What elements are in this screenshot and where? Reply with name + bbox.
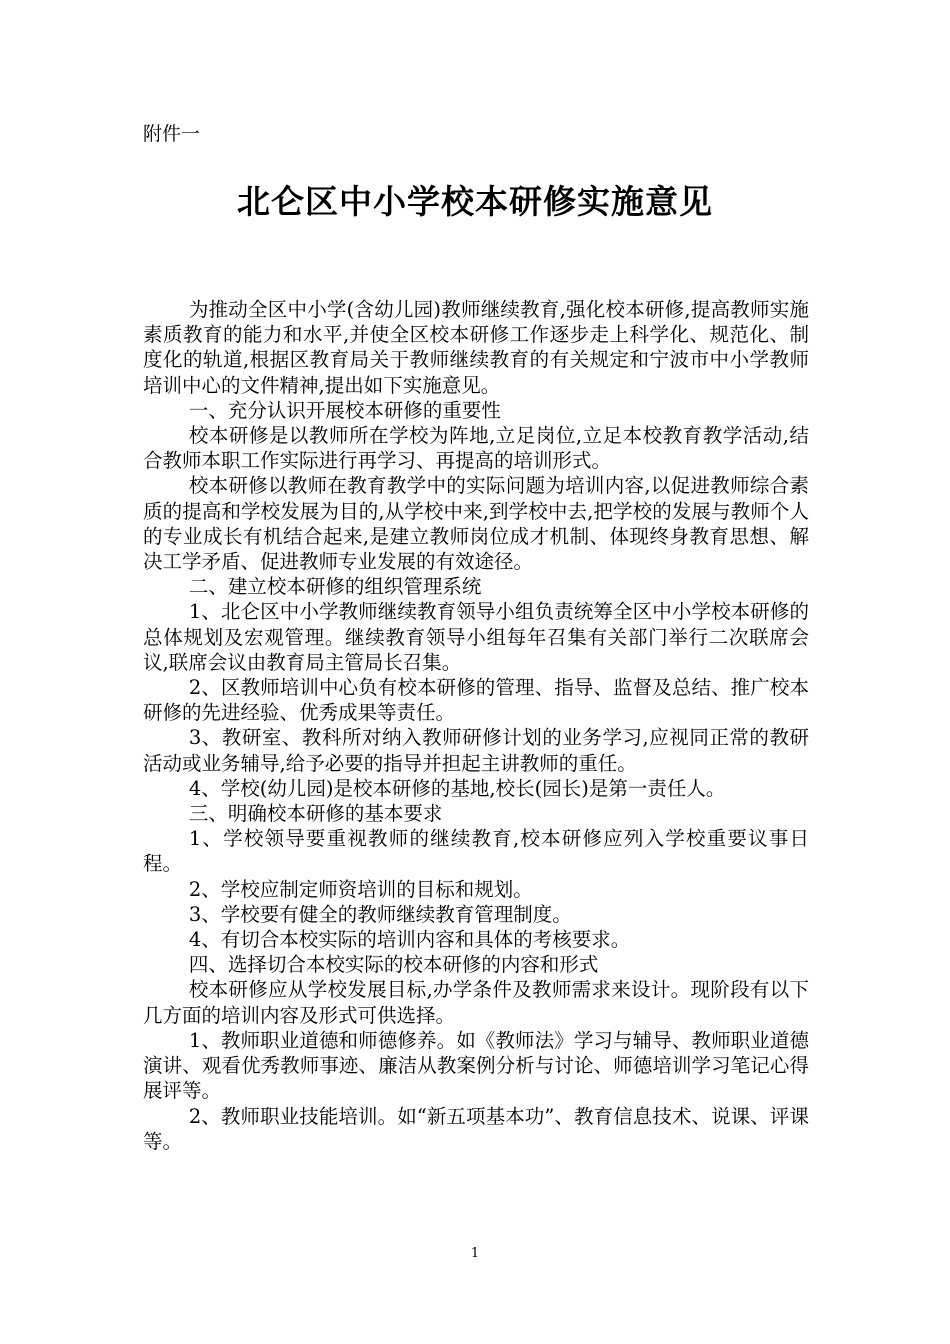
page-number: 1 [470,1246,480,1261]
paragraph: 校本研修应从学校发展目标,办学条件及教师需求来设计。现阶段有以下几方面的培训内容及形式可供选择。 [143,978,809,1027]
list-item: 2、学校应制定师资培训的目标和规划。 [188,877,533,901]
section-heading-3: 三、明确校本研修的基本要求 [188,802,443,826]
list-item: 2、教师职业技能培训。如“新五项基本功”、教育信息技术、说课、评课等。 [143,1104,809,1153]
list-item: 2、区教师培训中心负有校本研修的管理、指导、监督及总结、推广校本研修的先进经验、优秀成果等责任。 [143,676,809,725]
paragraph: 校本研修以教师在教育教学中的实际问题为培训内容,以促进教师综合素质的提高和学校发展为目的,从学校中来,到学校中去,把学校的发展与教师个人的专业成长有机结合起来,是建立教师岗位成才机制、体现终身教育思想、解决工学矛盾、促进教师专业发展的有效途径。 [143,474,809,574]
document-body [143,297,809,1154]
paragraph-intro: 为推动全区中小学(含幼儿园)教师继续教育,强化校本研修,提高教师实施素质教育的能力和水平,并使全区校本研修工作逐步走上科学化、规范化、制度化的轨道,根据区教育局关于教师继续教育的有关规定和宁波市中小学教师培训中心的文件精神,提出如下实施意见。 [143,298,809,397]
list-item: 1、教师职业道德和师德修养。如《教师法》学习与辅导、教师职业道德演讲、观看优秀教师事迹、廉洁从教案例分析与讨论、师德培训学习笔记心得展评等。 [143,1028,809,1103]
list-item: 3、教研室、教科所对纳入教师研修计划的业务学习,应视同正常的教研活动或业务辅导,给予必要的指导并担起主讲教师的重任。 [143,726,809,775]
attachment-label: 附件一 [143,123,201,145]
section-heading-4: 四、选择切合本校实际的校本研修的内容和形式 [188,953,599,977]
document-title: 北仑区中小学校本研修实施意见 [237,182,713,221]
list-item: 3、学校要有健全的教师继续教育管理制度。 [188,902,572,926]
section-heading-2: 二、建立校本研修的组织管理系统 [188,575,482,599]
section-heading-1: 一、充分认识开展校本研修的重要性 [188,398,501,422]
list-item: 4、有切合本校实际的培训内容和具体的考核要求。 [188,928,631,952]
list-item: 1、学校领导要重视教师的继续教育,校本研修应列入学校重要议事日程。 [143,827,809,876]
paragraph: 校本研修是以教师所在学校为阵地,立足岗位,立足本校教育教学活动,结合教师本职工作实际进行再学习、再提高的培训形式。 [143,424,809,473]
list-item: 1、北仑区中小学教师继续教育领导小组负责统筹全区中小学校本研修的总体规划及宏观管理。继续教育领导小组每年召集有关部门举行二次联席会议,联席会议由教育局主管局长召集。 [143,600,809,674]
list-item: 4、学校(幼儿园)是校本研修的基地,校长(园长)是第一责任人。 [188,776,726,800]
